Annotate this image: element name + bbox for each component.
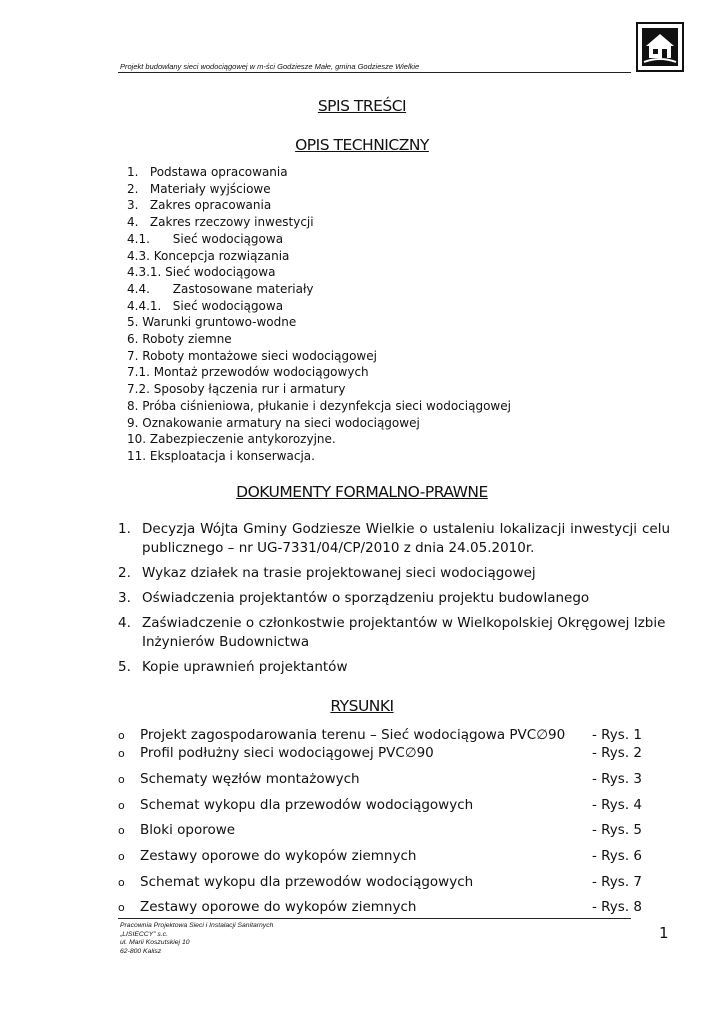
drawing-item xyxy=(118,899,670,915)
page-number: 1 xyxy=(659,924,669,942)
document-text: Kopie uprawnień projektantów xyxy=(142,659,348,675)
drawing-title: Zestawy oporowe do wykopów ziemnych xyxy=(140,848,417,864)
heading-technical-description: OPIS TECHNICZNY xyxy=(295,136,429,154)
document-number: 4. xyxy=(118,615,131,631)
drawing-title: Zestawy oporowe do wykopów ziemnych xyxy=(140,899,417,915)
footer-line: 62-800 Kalisz xyxy=(120,947,162,955)
heading-drawings: RYSUNKI xyxy=(330,697,394,715)
drawing-title: Profil podłużny sieci wodociągowej PVC∅90 xyxy=(140,745,434,761)
heading-table-of-contents: SPIS TREŚCI xyxy=(317,97,407,115)
toc-item: 6. Roboty ziemne xyxy=(127,332,232,347)
document-item xyxy=(118,614,670,652)
footer-address xyxy=(120,922,273,956)
document-text: Wykaz działek na trasie projektowanej sieci wodociągowej xyxy=(142,565,536,581)
bullet-marker: o xyxy=(118,824,125,837)
drawing-number: - Rys. 8 xyxy=(592,899,642,915)
drawing-item xyxy=(118,797,670,813)
toc-item: 7.1. Montaż przewodów wodociągowych xyxy=(127,365,369,380)
toc-item: 11. Eksploatacja i konserwacja. xyxy=(127,448,315,463)
drawing-number: - Rys. 7 xyxy=(592,874,642,890)
bullet-marker: o xyxy=(118,747,125,760)
drawing-number: - Rys. 3 xyxy=(592,771,642,787)
bullet-marker: o xyxy=(118,773,125,786)
footer-line: Pracownia Projektowa Sieci i Instalacji Sanitarnych xyxy=(120,922,274,929)
bullet-marker: o xyxy=(118,901,125,914)
drawing-item xyxy=(118,874,670,890)
toc-item: 2. Materiały wyjściowe xyxy=(127,181,271,196)
toc-item: 8. Próba ciśnieniowa, płukanie i dezynfekcja sieci wodociągowej xyxy=(127,398,511,413)
toc-item: 5. Warunki gruntowo-wodne xyxy=(127,315,297,330)
bullet-marker: o xyxy=(118,850,125,863)
drawing-number: - Rys. 5 xyxy=(592,822,642,838)
drawing-title: Schematy węzłów montażowych xyxy=(140,771,360,787)
document-number: 2. xyxy=(118,565,131,581)
footer-divider xyxy=(118,918,631,919)
toc-item: 4.3. Koncepcja rozwiązania xyxy=(127,248,290,263)
toc-item: 7.2. Sposoby łączenia rur i armatury xyxy=(127,382,346,397)
toc-list xyxy=(127,164,511,465)
toc-item: 7. Roboty montażowe sieci wodociągowej xyxy=(127,348,377,363)
toc-item: 10. Zabezpieczenie antykorozyjne. xyxy=(127,432,336,447)
toc-item: 4.4.1. Sieć wodociągowa xyxy=(127,298,284,313)
document-number: 3. xyxy=(118,590,131,606)
document-text: Oświadczenia projektantów o sporządzeniu projektu budowlanego xyxy=(142,590,590,606)
drawing-number: - Rys. 4 xyxy=(592,797,642,813)
footer-line: ul. Marii Koszutskiej 10 xyxy=(120,939,190,946)
bullet-marker: o xyxy=(118,799,125,812)
documents-list xyxy=(118,520,670,683)
drawing-item xyxy=(118,727,670,743)
toc-item: 4.3.1. Sieć wodociągowa xyxy=(127,265,276,280)
page-header-text: Projekt budowlany sieci wodociągowej w m-ści Godziesze Małe, gmina Godziesze Wielkie xyxy=(120,62,420,71)
document-text: Zaświadczenie o członkostwie projektantów w Wielkopolskiej Okręgowej Izbie Inżynierów Budownictwa xyxy=(142,615,666,650)
drawing-item xyxy=(118,848,670,864)
drawing-item xyxy=(118,771,670,787)
document-number: 5. xyxy=(118,659,131,675)
bullet-marker: o xyxy=(118,876,125,889)
header-divider xyxy=(118,72,631,73)
drawing-title: Bloki oporowe xyxy=(140,822,236,838)
heading-formal-documents: DOKUMENTY FORMALNO-PRAWNE xyxy=(236,483,488,501)
toc-item: 1. Podstawa opracowania xyxy=(127,165,288,179)
toc-item: 3. Zakres opracowania xyxy=(127,198,272,213)
toc-item: 4.4. Zastosowane materiały xyxy=(127,281,314,296)
company-logo xyxy=(636,22,684,72)
toc-item: 9. Oznakowanie armatury na sieci wodociągowej xyxy=(127,415,420,430)
document-item xyxy=(118,589,670,608)
document-number: 1. xyxy=(118,521,131,537)
drawing-item xyxy=(118,745,670,761)
toc-item: 4.1. Sieć wodociągowa xyxy=(127,231,284,246)
drawing-title: Schemat wykopu dla przewodów wodociągowych xyxy=(140,874,474,890)
drawing-number: - Rys. 6 xyxy=(592,848,642,864)
drawing-number: - Rys. 2 xyxy=(592,745,642,761)
drawing-item xyxy=(118,822,670,838)
document-item xyxy=(118,658,670,677)
document-item xyxy=(118,520,670,558)
document-item xyxy=(118,564,670,583)
footer-line: „LISIECCY” s.c. xyxy=(120,930,168,938)
drawing-number: - Rys. 1 xyxy=(592,727,642,743)
bullet-marker: o xyxy=(118,729,125,742)
drawing-title: Schemat wykopu dla przewodów wodociągowych xyxy=(140,797,474,813)
toc-item: 4. Zakres rzeczowy inwestycji xyxy=(127,215,314,230)
document-text: Decyzja Wójta Gminy Godziesze Wielkie o ustaleniu lokalizacji inwestycji celu publicznego – nr UG-7331/04/CP/2010 z dnia 24.05.2010r. xyxy=(142,521,670,556)
drawing-title: Projekt zagospodarowania terenu – Sieć wodociągowa PVC∅90 xyxy=(140,727,566,743)
